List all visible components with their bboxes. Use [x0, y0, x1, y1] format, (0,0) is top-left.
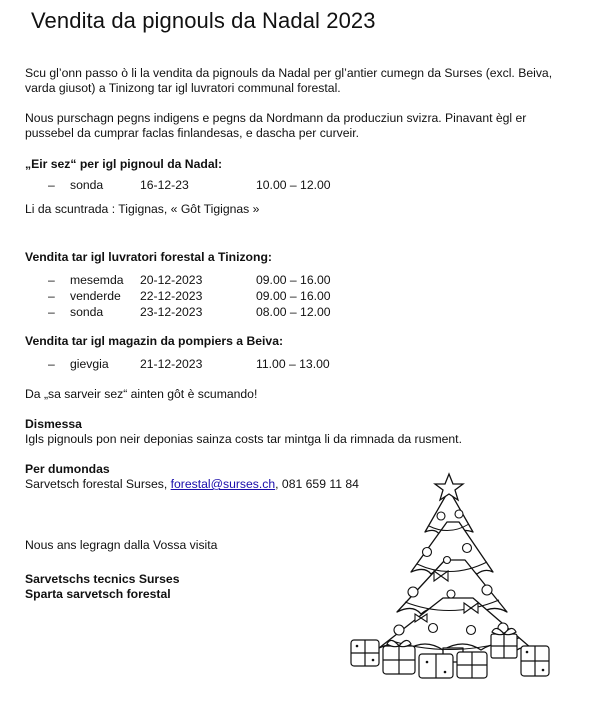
list-dash: – — [48, 289, 55, 303]
meeting-point: Li da scuntrada : Tigignas, « Gôt Tigignas » — [25, 202, 260, 216]
schedule-time: 11.00 – 13.00 — [256, 357, 330, 371]
dismessa-heading: Dismessa — [25, 417, 82, 431]
schedule-date: 21-12-2023 — [140, 357, 203, 371]
signature-line-2: Sparta sarvetsch forestal — [25, 587, 171, 601]
offer-paragraph: Nous purschagn pegns indigens e pegns da Nordmann da producziun svizra. Pinavant ègl er pussebel da cumprar faclas finlandesas, e dascha per curveir. — [25, 111, 527, 141]
page-title: Vendita da pignouls da Nadal 2023 — [31, 8, 376, 33]
schedule-time: 10.00 – 12.00 — [256, 178, 331, 192]
closing-line: Nous ans legragn dalla Vossa visita — [25, 538, 218, 552]
schedule-time: 08.00 – 12.00 — [256, 305, 331, 319]
schedule-day: gievgia — [70, 357, 109, 371]
list-dash: – — [48, 305, 55, 319]
christmas-tree-icon — [347, 470, 552, 685]
list-dash: – — [48, 357, 55, 371]
schedule-time: 09.00 – 16.00 — [256, 289, 331, 303]
schedule-date: 23-12-2023 — [140, 305, 203, 319]
schedule-date: 16-12-23 — [140, 178, 189, 192]
dismessa-text: Igls pignouls pon neir deponias sainza costs tar mintga li da rimnada da rusment. — [25, 432, 462, 446]
schedule-day: sonda — [70, 178, 104, 192]
prohibition-note: Da „sa sarveir sez“ ainten gôt è scumando! — [25, 387, 258, 401]
list-dash: – — [48, 273, 55, 287]
eir-sez-heading: „Eir sez“ per igl pignoul da Nadal: — [25, 157, 223, 171]
schedule-time: 09.00 – 16.00 — [256, 273, 331, 287]
beiva-heading: Vendita tar igl magazin da pompiers a Beiva: — [25, 334, 284, 348]
list-dash: – — [48, 178, 55, 192]
tinizong-heading: Vendita tar igl luvratori forestal a Tinizong: — [25, 250, 272, 264]
intro-paragraph: Scu gl’onn passo ò li la vendita da pignouls da Nadal per gl’antier cumegn da Surses (excl. Beiva, varda giusot) a Tinizong tar igl luvratori communal forestal. — [25, 66, 553, 96]
schedule-day: venderde — [70, 289, 121, 303]
contact-heading: Per dumondas — [25, 462, 110, 476]
schedule-day: sonda — [70, 305, 104, 319]
schedule-date: 22-12-2023 — [140, 289, 203, 303]
schedule-date: 20-12-2023 — [140, 273, 203, 287]
schedule-day: mesemda — [70, 273, 124, 287]
contact-phone: , 081 659 11 84 — [275, 477, 359, 491]
signature-line-1: Sarvetschs tecnics Surses — [25, 572, 180, 586]
contact-prefix: Sarvetsch forestal Surses, — [25, 477, 171, 491]
email-link[interactable]: forestal@surses.ch — [170, 477, 276, 491]
contact-line — [25, 477, 359, 492]
